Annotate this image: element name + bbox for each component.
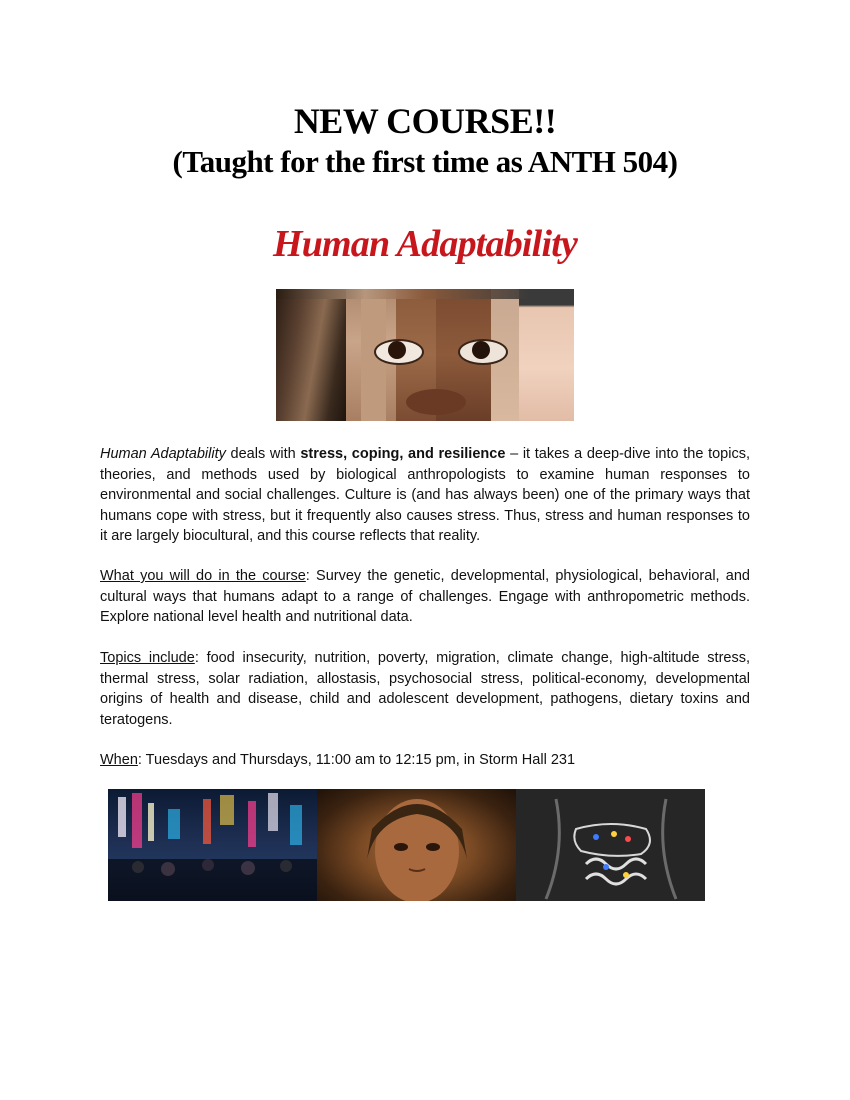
topics-text: : food insecurity, nutrition, poverty, migration, climate change, high-altitude stress, thermal stress, solar radiation, allostasis, psychosocial stress, political-economy, developmental origins of health and disease, child and adolescent development, pathogens, dietary toxins and teratogens. — [100, 650, 751, 728]
intro-paragraph — [100, 444, 750, 547]
collage-hair-strip — [276, 289, 346, 421]
schedule-label: When — [100, 752, 138, 768]
xray-intestines-icon — [516, 789, 705, 901]
right-pupil-icon — [472, 341, 490, 359]
collage-top-band — [276, 289, 574, 299]
activities-paragraph — [100, 566, 750, 628]
bottom-image-strip — [108, 789, 705, 901]
intro-course-name: Human Adaptability — [100, 446, 226, 462]
nose-shadow-icon — [406, 389, 466, 415]
schedule-text: : Tuesdays and Thursdays, 11:00 am to 12:15 pm, in Storm Hall 231 — [137, 752, 576, 768]
course-title: Human Adaptability — [272, 223, 578, 265]
schedule-paragraph — [100, 750, 750, 771]
city-lights-icon — [108, 789, 317, 901]
face-reconstruction-icon — [317, 789, 516, 901]
activities-label: What you will do in the course — [100, 568, 306, 584]
abdominal-xray-image — [516, 789, 705, 901]
collage-skin-strip-6 — [519, 289, 574, 421]
headline-course-number: (Taught for the first time as ANTH 504) — [172, 144, 678, 179]
intro-text-b: – it takes a deep-dive into the topics, theories, and methods used by biological anthropologists to examine human responses to environmental and social challenges. Culture is (and has always been) one of the primary ways that humans cope with stress, but it frequently also causes stress. Thus, stress and human responses to it are largely biocultural, and this course reflects that reality. — [100, 446, 750, 544]
intro-text-a: deals with — [225, 446, 301, 462]
topics-paragraph — [100, 648, 750, 730]
ancient-human-reconstruction-image — [317, 789, 516, 901]
faces-collage-image — [276, 289, 574, 421]
left-pupil-icon — [388, 341, 406, 359]
intro-bold-text: stress, coping, and resilience — [300, 446, 506, 462]
activities-text: : Survey the genetic, developmental, physiological, behavioral, and cultural ways that humans adapt to a range of challenges. Engage with anthropometric methods. Explore national level health and nutritional data. — [100, 568, 750, 625]
headline-new-course: NEW COURSE!! — [293, 101, 557, 141]
topics-label: Topics include — [100, 650, 195, 666]
night-city-crowd-image — [108, 789, 317, 901]
